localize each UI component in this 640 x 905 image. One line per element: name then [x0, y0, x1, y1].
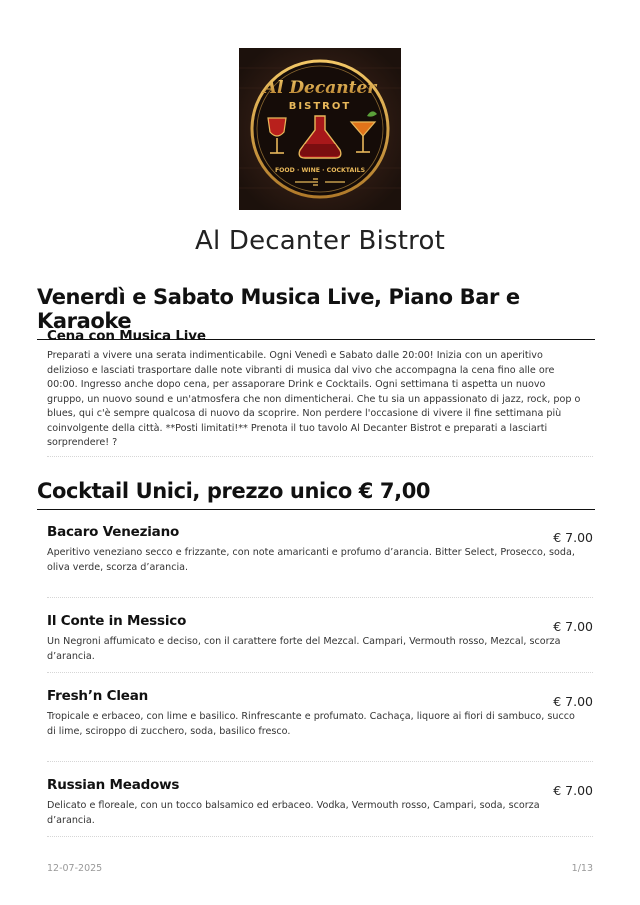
item-name: Fresh’n Clean	[47, 688, 149, 704]
section-title-cocktails: Cocktail Unici, prezzo unico € 7,00	[37, 479, 595, 510]
restaurant-logo	[239, 48, 401, 210]
item-description: Un Negroni affumicato e deciso, con il carattere forte del Mezcal. Campari, Vermouth rosso, Mezcal, scorza d’arancia.	[47, 636, 561, 662]
item-description: Delicato e floreale, con un tocco balsamico ed erbaceo. Vodka, Vermouth rosso, Campari, soda, scorza d’arancia.	[47, 800, 540, 826]
item-divider	[47, 597, 593, 598]
menu-item	[47, 777, 593, 828]
item-divider	[47, 672, 593, 673]
menu-item	[47, 328, 593, 451]
restaurant-name: Al Decanter Bistrot	[195, 226, 445, 256]
footer-date: 12-07-2025	[47, 863, 103, 874]
item-name: Russian Meadows	[47, 777, 180, 793]
logo-tagline: FOOD · WINE · COCKTAILS	[274, 167, 366, 174]
menu-item	[47, 688, 593, 739]
item-description: Aperitivo veneziano secco e frizzante, con note amaricanti e profumo d’arancia. Bitter Select, Prosecco, soda, oliva verde, scorza d’arancia.	[47, 547, 575, 573]
item-name: Cena con Musica Live	[47, 328, 206, 344]
footer-page-number: 1/13	[571, 863, 593, 874]
menu-item	[47, 613, 593, 664]
logo-subtitle: BISTROT	[288, 101, 352, 112]
menu-item	[47, 524, 593, 575]
item-divider	[47, 456, 593, 457]
logo-title: Al Decanter	[263, 78, 377, 98]
section-title-live-music: Venerdì e Sabato Musica Live, Piano Bar e Karaoke	[37, 285, 595, 340]
item-price: € 7.00	[553, 530, 593, 545]
item-divider	[47, 761, 593, 762]
item-price: € 7.00	[553, 783, 593, 798]
logo-graphic	[239, 48, 401, 210]
item-divider	[47, 836, 593, 837]
item-name: Il Conte in Messico	[47, 613, 187, 629]
item-description: Preparati a vivere una serata indimenticabile. Ogni Venedì e Sabato dalle 20:00! Inizia con un aperitivo delizioso e lasciati trasportare dalle note vibranti di musica dal vivo che accompagna la cena fino alle ore 00:00. Ingresso anche dopo cena, per assaporare Drink e Cocktails. Ogni settimana ti aspetta un nuovo gruppo, un nuovo sound e un'atmosfera che non dimenticherai. Che tu sia un appassionato di jazz, rock, pop o blues, qui c'è sempre qualcosa di nuovo da scoprire. Non perdere l'occasione di vivere il fine settimana più coinvolgente della città. **Posti limitati!** Prenota il tuo tavolo Al Decanter Bistrot e preparati a lasciarti sorprendere! ?	[47, 350, 581, 448]
item-name: Bacaro Veneziano	[47, 524, 180, 540]
item-price: € 7.00	[553, 619, 593, 634]
item-description: Tropicale e erbaceo, con lime e basilico. Rinfrescante e profumato. Cachaça, liquore ai fiori di sambuco, succo di lime, sciroppo di zucchero, soda, basilico fresco.	[47, 711, 575, 737]
item-price: € 7.00	[553, 694, 593, 709]
